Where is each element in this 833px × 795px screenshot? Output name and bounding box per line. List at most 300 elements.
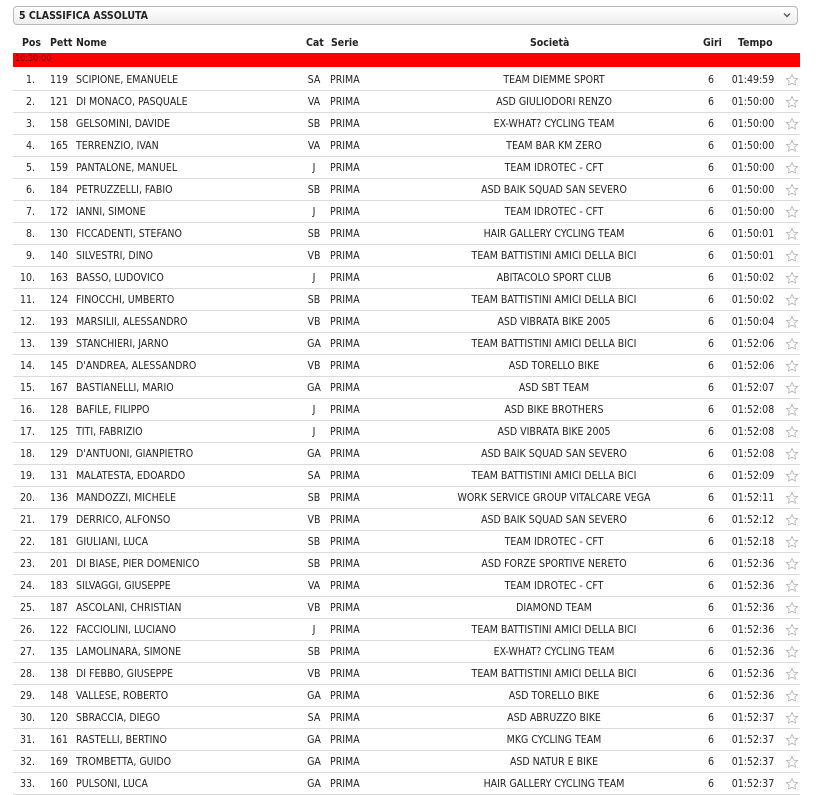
star-icon[interactable] [785, 73, 799, 87]
cell-pett: 140 [49, 250, 68, 262]
cell-serie: PRIMA [330, 602, 360, 614]
cell-pett: 124 [49, 294, 68, 306]
star-icon[interactable] [785, 139, 799, 153]
cell-serie: PRIMA [330, 96, 360, 108]
cell-tempo: 01:49:59 [731, 74, 775, 86]
cell-tempo: 01:52:06 [731, 338, 775, 350]
cell-pos: 4. [25, 140, 35, 152]
cell-cat: J [312, 624, 316, 636]
cell-pett: 158 [49, 118, 68, 130]
cell-name: GELSOMINI, DAVIDE [76, 118, 171, 130]
cell-tempo: 01:52:06 [731, 360, 775, 372]
cell-pos: 8. [25, 228, 35, 240]
cell-pett: 130 [49, 228, 68, 240]
star-icon[interactable] [785, 161, 799, 175]
cell-name: DERRICO, ALFONSO [76, 514, 171, 526]
cell-pett: 184 [49, 184, 68, 196]
cell-cat: SB [307, 646, 321, 658]
table-row[interactable] [0, 663, 833, 685]
table-row[interactable] [0, 267, 833, 289]
cell-pos: 3. [25, 118, 35, 130]
cell-cat: VA [307, 140, 321, 152]
cell-tempo: 01:52:37 [731, 778, 775, 790]
star-icon[interactable] [785, 95, 799, 109]
classifica-select[interactable] [13, 6, 798, 25]
cell-name: SCIPIONE, EMANUELE [76, 74, 179, 86]
table-row[interactable] [0, 311, 833, 333]
cell-giri: 6 [707, 580, 714, 592]
cell-giri: 6 [707, 404, 714, 416]
cell-pett: 181 [49, 536, 68, 548]
table-row[interactable] [0, 179, 833, 201]
table-row[interactable] [0, 575, 833, 597]
cell-giri: 6 [707, 448, 714, 460]
cell-tempo: 01:52:36 [731, 624, 775, 636]
star-icon[interactable] [785, 359, 799, 373]
cell-tempo: 01:50:00 [731, 184, 775, 196]
cell-pett: 128 [49, 404, 68, 416]
cell-pett: 187 [49, 602, 68, 614]
cell-societa: TEAM BATTISTINI AMICI DELLA BICI [471, 470, 637, 482]
table-row[interactable] [0, 751, 833, 773]
table-row[interactable] [0, 729, 833, 751]
cell-pos: 28. [19, 668, 35, 680]
cell-name: RASTELLI, BERTINO [76, 734, 167, 746]
cell-pett: 136 [49, 492, 68, 504]
cell-pos: 7. [25, 206, 35, 218]
table-row[interactable] [0, 553, 833, 575]
cell-giri: 6 [707, 536, 714, 548]
star-icon[interactable] [785, 557, 799, 571]
cell-pos: 33. [19, 778, 35, 790]
cell-giri: 6 [707, 558, 714, 570]
cell-tempo: 01:50:02 [731, 272, 775, 284]
cell-pos: 31. [19, 734, 35, 746]
star-icon[interactable] [785, 623, 799, 637]
star-icon[interactable] [785, 293, 799, 307]
cell-societa: TEAM IDROTEC - CFT [504, 580, 604, 592]
cell-cat: VB [307, 250, 321, 262]
cell-societa: HAIR GALLERY CYCLING TEAM [483, 228, 625, 240]
cell-pos: 27. [19, 646, 35, 658]
cell-pos: 30. [19, 712, 35, 724]
cell-giri: 6 [707, 162, 714, 174]
cell-cat: GA [307, 448, 321, 460]
cell-name: SILVESTRI, DINO [76, 250, 153, 262]
cell-name: SILVAGGI, GIUSEPPE [76, 580, 171, 592]
cell-giri: 6 [707, 228, 714, 240]
cell-cat: J [312, 272, 316, 284]
cell-giri: 6 [707, 338, 714, 350]
star-icon[interactable] [785, 777, 799, 791]
cell-tempo: 01:50:01 [731, 250, 775, 262]
star-icon[interactable] [785, 227, 799, 241]
cell-pos: 11. [19, 294, 35, 306]
cell-societa: TEAM BAR KM ZERO [506, 140, 602, 152]
cell-pett: 125 [49, 426, 68, 438]
star-icon[interactable] [785, 469, 799, 483]
cell-tempo: 01:52:36 [731, 602, 775, 614]
cell-tempo: 01:52:18 [731, 536, 775, 548]
cell-pett: 167 [49, 382, 68, 394]
star-icon[interactable] [785, 579, 799, 593]
cell-pett: 201 [49, 558, 68, 570]
cell-societa: ASD BAIK SQUAD SAN SEVERO [481, 184, 627, 196]
table-row[interactable] [0, 201, 833, 223]
table-row[interactable] [0, 333, 833, 355]
cell-serie: PRIMA [330, 668, 360, 680]
star-icon[interactable] [785, 491, 799, 505]
col-pos[interactable]: Pos [22, 37, 42, 49]
cell-serie: PRIMA [330, 338, 360, 350]
cell-societa: WORK SERVICE GROUP VITALCARE VEGA [457, 492, 651, 504]
cell-cat: SB [307, 118, 321, 130]
cell-pett: 139 [49, 338, 68, 350]
cell-pett: 165 [49, 140, 68, 152]
cell-societa: ASD NATUR E BIKE [509, 756, 599, 768]
cell-name: D'ANTUONI, GIANPIETRO [76, 448, 194, 460]
cell-name: IANNI, SIMONE [76, 206, 146, 218]
start-group-bar [13, 53, 800, 67]
cell-pett: 122 [49, 624, 68, 636]
cell-tempo: 01:50:00 [731, 140, 775, 152]
cell-pos: 10. [19, 272, 35, 284]
star-icon[interactable] [785, 315, 799, 329]
col-societa[interactable]: Società [530, 37, 570, 49]
cell-societa: HAIR GALLERY CYCLING TEAM [483, 778, 625, 790]
cell-giri: 6 [707, 316, 714, 328]
cell-tempo: 01:52:09 [731, 470, 775, 482]
table-row[interactable] [0, 399, 833, 421]
star-icon[interactable] [785, 645, 799, 659]
cell-name: FICCADENTI, STEFANO [76, 228, 182, 240]
col-name[interactable]: Nome [76, 37, 107, 49]
cell-pett: 183 [49, 580, 68, 592]
cell-tempo: 01:52:36 [731, 558, 775, 570]
cell-tempo: 01:50:04 [731, 316, 775, 328]
cell-name: GIULIANI, LUCA [76, 536, 149, 548]
cell-tempo: 01:50:00 [731, 96, 775, 108]
cell-societa: TEAM DIEMME SPORT [503, 74, 605, 86]
cell-cat: GA [307, 778, 321, 790]
cell-serie: PRIMA [330, 250, 360, 262]
classifica-select-label: 5 CLASSIFICA ASSOLUTA [19, 10, 148, 22]
cell-societa: ASD SBT TEAM [518, 382, 590, 394]
table-row[interactable] [0, 289, 833, 311]
cell-serie: PRIMA [330, 448, 360, 460]
star-icon[interactable] [785, 425, 799, 439]
table-row[interactable] [0, 531, 833, 553]
cell-societa: MKG CYCLING TEAM [506, 734, 602, 746]
cell-giri: 6 [707, 756, 714, 768]
cell-serie: PRIMA [330, 316, 360, 328]
table-row[interactable] [0, 619, 833, 641]
cell-serie: PRIMA [330, 404, 360, 416]
cell-name: STANCHIERI, JARNO [76, 338, 169, 350]
cell-giri: 6 [707, 778, 714, 790]
col-tempo[interactable]: Tempo [738, 37, 773, 49]
table-row[interactable] [0, 685, 833, 707]
cell-societa: ABITACOLO SPORT CLUB [496, 272, 612, 284]
cell-pos: 9. [25, 250, 35, 262]
cell-societa: TEAM BATTISTINI AMICI DELLA BICI [471, 294, 637, 306]
cell-serie: PRIMA [330, 646, 360, 658]
cell-name: FINOCCHI, UMBERTO [76, 294, 175, 306]
table-row[interactable] [0, 421, 833, 443]
cell-name: DI FEBBO, GIUSEPPE [76, 668, 174, 680]
cell-societa: ASD ABRUZZO BIKE [507, 712, 601, 724]
cell-cat: J [312, 162, 316, 174]
cell-pett: 163 [49, 272, 68, 284]
cell-tempo: 01:50:02 [731, 294, 775, 306]
cell-tempo: 01:50:00 [731, 162, 775, 174]
table-row[interactable] [0, 773, 833, 795]
cell-societa: ASD BIKE BROTHERS [504, 404, 604, 416]
cell-giri: 6 [707, 668, 714, 680]
cell-giri: 6 [707, 294, 714, 306]
cell-societa: TEAM BATTISTINI AMICI DELLA BICI [471, 250, 637, 262]
cell-societa: ASD TORELLO BIKE [508, 360, 600, 372]
cell-giri: 6 [707, 734, 714, 746]
col-serie[interactable]: Serie [331, 37, 359, 49]
star-icon[interactable] [785, 205, 799, 219]
table-row[interactable] [0, 465, 833, 487]
cell-societa: TEAM BATTISTINI AMICI DELLA BICI [471, 338, 637, 350]
cell-pett: 161 [49, 734, 68, 746]
cell-pett: 119 [49, 74, 68, 86]
cell-pos: 16. [19, 404, 35, 416]
cell-cat: VA [307, 580, 321, 592]
star-icon[interactable] [785, 689, 799, 703]
cell-serie: PRIMA [330, 558, 360, 570]
cell-serie: PRIMA [330, 74, 360, 86]
cell-pos: 24. [19, 580, 35, 592]
cell-pos: 18. [19, 448, 35, 460]
table-row[interactable] [0, 223, 833, 245]
cell-name: TITI, FABRIZIO [76, 426, 143, 438]
cell-giri: 6 [707, 250, 714, 262]
cell-cat: VB [307, 360, 321, 372]
cell-pos: 26. [19, 624, 35, 636]
cell-tempo: 01:52:36 [731, 646, 775, 658]
cell-pett: 120 [49, 712, 68, 724]
table-row[interactable] [0, 157, 833, 179]
star-icon[interactable] [785, 755, 799, 769]
table-row[interactable] [0, 355, 833, 377]
star-icon[interactable] [785, 711, 799, 725]
star-icon[interactable] [785, 447, 799, 461]
cell-giri: 6 [707, 382, 714, 394]
cell-serie: PRIMA [330, 228, 360, 240]
cell-pett: 193 [49, 316, 68, 328]
cell-tempo: 01:52:08 [731, 404, 775, 416]
col-cat[interactable]: Cat [306, 37, 324, 49]
table-row[interactable] [0, 641, 833, 663]
cell-pett: 138 [49, 668, 68, 680]
cell-name: BASTIANELLI, MARIO [76, 382, 174, 394]
table-row[interactable] [0, 245, 833, 267]
cell-pos: 17. [19, 426, 35, 438]
cell-pos: 14. [19, 360, 35, 372]
cell-cat: GA [307, 382, 321, 394]
cell-cat: GA [307, 338, 321, 350]
cell-tempo: 01:52:36 [731, 690, 775, 702]
cell-serie: PRIMA [330, 778, 360, 790]
cell-name: SBRACCIA, DIEGO [76, 712, 161, 724]
cell-cat: SB [307, 228, 321, 240]
cell-cat: VB [307, 316, 321, 328]
cell-pett: 160 [49, 778, 68, 790]
cell-cat: VB [307, 602, 321, 614]
cell-tempo: 01:52:36 [731, 668, 775, 680]
cell-pett: 172 [49, 206, 68, 218]
cell-societa: ASD VIBRATA BIKE 2005 [497, 426, 611, 438]
star-icon[interactable] [785, 271, 799, 285]
cell-cat: GA [307, 690, 321, 702]
table-row[interactable] [0, 91, 833, 113]
cell-societa: ASD BAIK SQUAD SAN SEVERO [481, 514, 627, 526]
cell-pos: 29. [19, 690, 35, 702]
cell-cat: GA [307, 734, 321, 746]
table-row[interactable] [0, 487, 833, 509]
star-icon[interactable] [785, 249, 799, 263]
cell-pos: 20. [19, 492, 35, 504]
cell-tempo: 01:52:08 [731, 426, 775, 438]
cell-giri: 6 [707, 206, 714, 218]
cell-cat: GA [307, 756, 321, 768]
cell-serie: PRIMA [330, 272, 360, 284]
cell-tempo: 01:52:36 [731, 580, 775, 592]
cell-pos: 5. [25, 162, 35, 174]
cell-name: DI BIASE, PIER DOMENICO [76, 558, 200, 570]
cell-cat: SB [307, 184, 321, 196]
cell-giri: 6 [707, 118, 714, 130]
cell-societa: EX-WHAT? CYCLING TEAM [493, 646, 615, 658]
cell-name: D'ANDREA, ALESSANDRO [76, 360, 197, 372]
cell-tempo: 01:52:37 [731, 712, 775, 724]
cell-societa: DIAMOND TEAM [516, 602, 592, 614]
cell-societa: TEAM BATTISTINI AMICI DELLA BICI [471, 624, 637, 636]
col-giri[interactable]: Giri [703, 37, 722, 49]
cell-serie: PRIMA [330, 140, 360, 152]
cell-pos: 6. [25, 184, 35, 196]
table-row[interactable] [0, 135, 833, 157]
cell-giri: 6 [707, 96, 714, 108]
cell-name: ASCOLANI, CHRISTIAN [76, 602, 182, 614]
cell-giri: 6 [707, 624, 714, 636]
start-group-label: 10:30:00 [15, 54, 52, 64]
cell-serie: PRIMA [330, 184, 360, 196]
star-icon[interactable] [785, 733, 799, 747]
cell-giri: 6 [707, 272, 714, 284]
cell-name: VALLESE, ROBERTO [76, 690, 169, 702]
col-pett[interactable]: Pett [50, 37, 73, 49]
cell-giri: 6 [707, 514, 714, 526]
cell-pett: 159 [49, 162, 68, 174]
cell-societa: EX-WHAT? CYCLING TEAM [493, 118, 615, 130]
cell-cat: VB [307, 514, 321, 526]
star-icon[interactable] [785, 117, 799, 131]
star-icon[interactable] [785, 381, 799, 395]
cell-giri: 6 [707, 602, 714, 614]
cell-giri: 6 [707, 690, 714, 702]
cell-name: LAMOLINARA, SIMONE [76, 646, 182, 658]
cell-name: BASSO, LUDOVICO [76, 272, 164, 284]
cell-serie: PRIMA [330, 206, 360, 218]
table-row[interactable] [0, 509, 833, 531]
cell-name: PETRUZZELLI, FABIO [76, 184, 173, 196]
cell-name: MALATESTA, EDOARDO [76, 470, 186, 482]
table-row[interactable] [0, 443, 833, 465]
cell-societa: TEAM IDROTEC - CFT [504, 162, 604, 174]
cell-pos: 15. [19, 382, 35, 394]
cell-name: TROMBETTA, GUIDO [76, 756, 172, 768]
cell-serie: PRIMA [330, 118, 360, 130]
table-row[interactable] [0, 113, 833, 135]
table-row[interactable] [0, 707, 833, 729]
cell-serie: PRIMA [330, 624, 360, 636]
cell-pett: 179 [49, 514, 68, 526]
star-icon[interactable] [785, 601, 799, 615]
cell-pos: 22. [19, 536, 35, 548]
cell-tempo: 01:50:00 [731, 118, 775, 130]
cell-serie: PRIMA [330, 470, 360, 482]
cell-cat: J [312, 206, 316, 218]
cell-pos: 1. [25, 74, 35, 86]
cell-pos: 25. [19, 602, 35, 614]
cell-societa: ASD VIBRATA BIKE 2005 [497, 316, 611, 328]
cell-pett: 169 [49, 756, 68, 768]
cell-giri: 6 [707, 712, 714, 724]
cell-giri: 6 [707, 184, 714, 196]
cell-pett: 129 [49, 448, 68, 460]
cell-cat: J [312, 404, 316, 416]
cell-pos: 13. [19, 338, 35, 350]
star-icon[interactable] [785, 403, 799, 417]
table-row[interactable] [0, 597, 833, 619]
cell-pett: 135 [49, 646, 68, 658]
cell-tempo: 01:52:12 [731, 514, 775, 526]
cell-name: TERRENZIO, IVAN [76, 140, 159, 152]
star-icon[interactable] [785, 183, 799, 197]
cell-pos: 32. [19, 756, 35, 768]
star-icon[interactable] [785, 337, 799, 351]
cell-tempo: 01:52:11 [731, 492, 775, 504]
cell-name: FACCIOLINI, LUCIANO [76, 624, 177, 636]
cell-societa: TEAM IDROTEC - CFT [504, 206, 604, 218]
cell-cat: SA [307, 712, 321, 724]
cell-tempo: 01:50:01 [731, 228, 775, 240]
table-row[interactable] [0, 377, 833, 399]
cell-cat: SA [307, 74, 321, 86]
table-row[interactable] [0, 69, 833, 91]
cell-serie: PRIMA [330, 514, 360, 526]
cell-pett: 145 [49, 360, 68, 372]
cell-serie: PRIMA [330, 426, 360, 438]
cell-cat: SA [307, 470, 321, 482]
cell-pos: 12. [19, 316, 35, 328]
cell-giri: 6 [707, 492, 714, 504]
cell-cat: VA [307, 96, 321, 108]
star-icon[interactable] [785, 513, 799, 527]
cell-name: DI MONACO, PASQUALE [76, 96, 188, 108]
cell-name: PULSONI, LUCA [76, 778, 148, 790]
star-icon[interactable] [785, 667, 799, 681]
star-icon[interactable] [785, 535, 799, 549]
cell-giri: 6 [707, 360, 714, 372]
cell-cat: SB [307, 536, 321, 548]
chevron-down-icon [781, 9, 793, 21]
